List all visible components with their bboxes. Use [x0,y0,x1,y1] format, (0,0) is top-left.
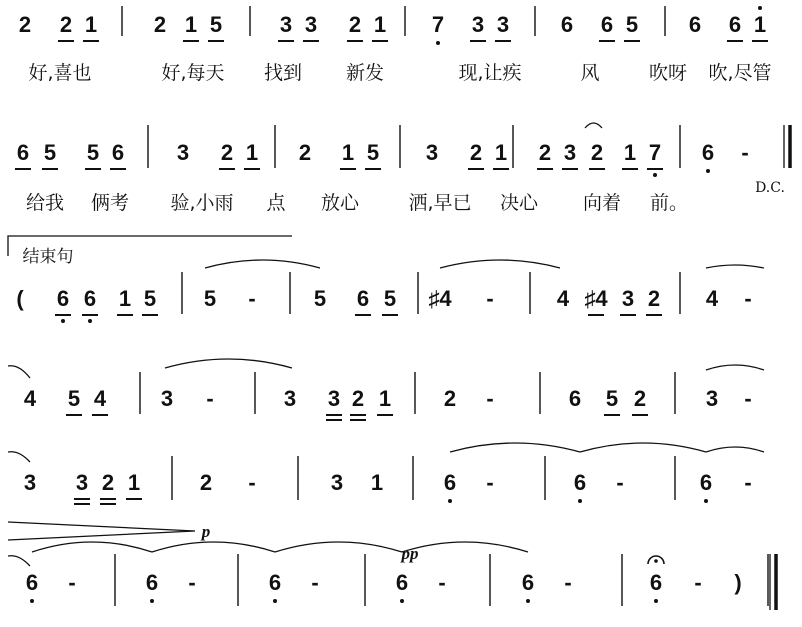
note: 5 [366,140,380,165]
note: 7 [648,140,662,165]
octave-dot-low [61,319,65,323]
note: 6 [395,570,409,595]
decrescendo-hairpin [8,522,195,540]
dash-extension: - [248,286,256,311]
note: 6 [521,570,535,595]
note: 6 [573,470,587,495]
note: 2 [298,140,312,165]
note: 6 [560,12,574,37]
note: 2 [647,286,661,311]
note: 2 [590,140,604,165]
note: 2 [351,386,365,411]
octave-dot-low [400,599,404,603]
octave-dot-low [578,499,582,503]
note: 5 [625,12,639,37]
note: 2 [348,12,362,37]
note: 1 [494,140,508,165]
octave-dot-high [758,6,762,10]
lyric: 新发 [345,62,385,84]
note: 5 [209,12,223,37]
note: 5 [203,286,217,311]
note: 4 [556,286,570,311]
slur-arc [8,452,30,462]
note: 6 [600,12,614,37]
note: 6 [728,12,742,37]
note: 3 [176,140,190,165]
octave-dot-low [436,41,440,45]
note: 1 [127,470,141,495]
note: 3 [283,386,297,411]
dash-extension: - [248,470,256,495]
note: 5 [313,286,327,311]
note: 3 [496,12,510,37]
note: ♯4 [584,286,608,311]
note: 3 [425,140,439,165]
dash-extension: - [694,570,702,595]
lyric: 好,每天 [161,62,225,84]
note: 6 [56,286,70,311]
note: 7 [431,12,445,37]
octave-dot-low [30,599,34,603]
dash-extension: - [564,570,572,595]
lyric: 现,让疾 [458,62,522,84]
lyric: 吹,尽管 [708,62,772,84]
slur-arc [275,542,402,552]
slur-arc [8,366,30,378]
note: 6 [701,140,715,165]
note: 3 [304,12,318,37]
note: 2 [469,140,483,165]
dash-extension: - [486,286,494,311]
note: 2 [59,12,73,37]
dash-extension: - [206,386,214,411]
note: 1 [341,140,355,165]
lyric: 点 [266,192,286,214]
note: 6 [699,470,713,495]
note: 2 [199,470,213,495]
note: 4 [705,286,719,311]
note: 3 [23,470,37,495]
dash-extension: - [744,470,752,495]
lyric: 洒,早已 [408,192,472,214]
note: 3 [563,140,577,165]
slur-arc [706,265,764,268]
note: 5 [86,140,100,165]
note: 2 [633,386,647,411]
slur-arc [402,542,528,552]
dash-extension: - [616,470,624,495]
octave-dot-low [654,599,658,603]
note: ( [16,286,24,311]
note: 6 [83,286,97,311]
dynamic-piano: p [201,522,211,541]
note: 1 [118,286,132,311]
note: 6 [443,470,457,495]
note: 6 [111,140,125,165]
note: 6 [568,386,582,411]
lyric: 放心 [320,192,360,214]
slur-arc [8,556,30,566]
note: 3 [471,12,485,37]
slur-arc [706,447,764,452]
note: ) [734,570,742,595]
note: 1 [373,12,387,37]
note: 2 [18,12,32,37]
note: 3 [160,386,174,411]
dash-extension: - [438,570,446,595]
slur-arc [585,123,602,128]
octave-dot-low [653,173,657,177]
dash-extension: - [744,386,752,411]
octave-dot-low [704,499,708,503]
note: 2 [220,140,234,165]
note: 4 [23,386,37,411]
note: 3 [621,286,635,311]
note: 3 [75,470,89,495]
note: 3 [279,12,293,37]
dynamic-pianissimo: pp [401,544,419,563]
lyric: 吹呀 [648,62,688,84]
lyric: 验,小雨 [170,192,234,214]
note: 1 [753,12,767,37]
note: 3 [705,386,719,411]
note: 1 [84,12,98,37]
note: 6 [356,286,370,311]
slur-arc [152,542,275,552]
lyric: 好,喜也 [28,62,92,84]
octave-dot-low [448,499,452,503]
slur-arc [440,260,560,268]
note: 1 [184,12,198,37]
note: 4 [93,386,107,411]
octave-dot-low [88,319,92,323]
note: 1 [245,140,259,165]
lyric: 决心 [499,192,539,214]
note: 3 [327,386,341,411]
note: 5 [605,386,619,411]
slur-arc [205,260,320,268]
note: 1 [378,386,392,411]
note: 6 [268,570,282,595]
octave-dot-low [706,169,710,173]
note: 2 [538,140,552,165]
octave-dot-low [150,599,154,603]
da-capo-mark: D.C. [755,180,785,196]
note: 5 [383,286,397,311]
note: ♯4 [428,286,452,311]
note: 6 [25,570,39,595]
octave-dot-low [526,599,530,603]
note: 5 [43,140,57,165]
slur-arc [580,443,706,452]
lyric: 俩考 [90,192,130,214]
dash-extension: - [311,570,319,595]
lyric: 给我 [25,192,65,214]
note: 6 [16,140,30,165]
dash-extension: - [741,140,749,165]
lyric: 前。 [649,192,689,214]
slur-arc [165,359,292,368]
note: 5 [143,286,157,311]
dash-extension: - [486,386,494,411]
dash-extension: - [68,570,76,595]
note: 1 [623,140,637,165]
lyric: 风 [580,62,600,84]
dash-extension: - [744,286,752,311]
note: 3 [330,470,344,495]
note: 2 [443,386,457,411]
lyric: 找到 [263,62,303,84]
note: 2 [101,470,115,495]
note: 5 [67,386,81,411]
dash-extension: - [486,470,494,495]
slur-arc [450,443,580,452]
fermata-dot [654,559,658,563]
dash-extension: - [188,570,196,595]
note: 6 [688,12,702,37]
octave-dot-low [273,599,277,603]
lyric: 向着 [582,192,622,214]
slur-arc [32,542,152,552]
note: 6 [145,570,159,595]
note: 6 [649,570,663,595]
ending-section-label: 结束句 [22,247,74,267]
note: 2 [153,12,167,37]
slur-arc [706,365,764,370]
note: 1 [370,470,384,495]
